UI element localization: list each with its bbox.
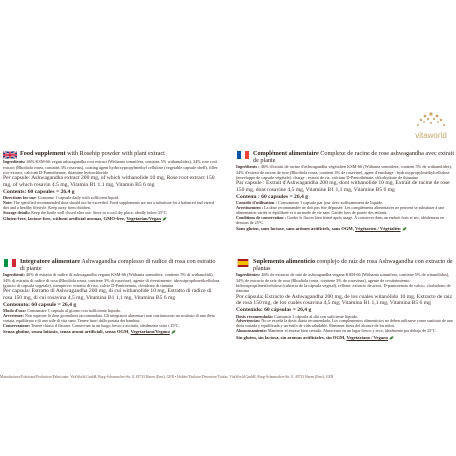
note-text: Advertencias: No se exceda la dosis diaria recomendada. Los complementos alimenticios no deben utilizarse como sustituto de una dieta variada y equilibrada y un estilo de vida saludable. Mantener fuera del alcance de los niños.: [236, 318, 453, 329]
vitaworld-logo: [409, 108, 453, 152]
directions-text: Directions for use: Consume 1 capsule daily with sufficient liquid.: [3, 195, 120, 201]
france-flag-icon: [236, 151, 250, 159]
storage-text: Conservazione: Tenere chiuso il flacone. Conservare in un luogo fresco e asciutto, idealmente sotto i 25°C.: [3, 323, 180, 329]
ingredients-text: Ingrédients : 46% d'extrait de racine d'ashwagandha végétalien KSM-66 (Withania somnifera, contient 5% de withanolides), 34% d'extrait de racine de rose (Rhodiola rosea, contient 3% de rosavine), agent d'enrobage : hydroxypropylméthylcellulose (enveloppe de capsule végétale), charge : extrait de riz, calcium D-Pantothénate, chlorhydrate de thiamine: [236, 164, 452, 180]
panel-title: Integratore alimentare Ashwagandha complesso di radice di rosa con estratto di piante: [20, 258, 216, 272]
contents-text: Contenu : 60 capsules = 26,4 g: [236, 193, 309, 200]
leaf-icon: [402, 227, 407, 231]
panel-title: Food supplement with Rosehip powder with plant extract: [20, 150, 165, 157]
panel-spanish: [236, 258, 456, 358]
ingredients-text: Ingredientes: 46% de extracto de raíz de ashwagandha vegana KSM-66 (Withania somnifera, contiene 5% de witanólidos), 34% de extracto de raíz de rosa (Rhodiola rosea, contiene 3% de rosavinas), agente de recubrimiento: hidroxipropilmetilcelulosa (cubierta de la cápsula vegetal), relleno: extracto de arroz, D-pantotenato de calcio, clorhidrato de tiamina: [236, 272, 451, 293]
panel-english: [3, 150, 221, 250]
note-text: Avvertenze: Non superare la dose giornaliera raccomandata. Gli integratori alimentari non costituiscono un sostituto di una dieta variata, equilibrata e di uno stile di vita sano. Tenere fuori dalla portata dei bambini.: [3, 312, 215, 323]
manufacturer-footer: Manufacturer/Fabricant/Produttore/Fabricante: VitaWorld GmbH, Burg-Schumacher-Str. 8, 49733 Haren (Ems), GER • Holder/Titulaire/Detentore/Titular: VitaWorld GmbH, Burg-Schumacher-Str. 8, 49733 Haren (Ems), GER: [0, 375, 334, 379]
contents-text: Contenuto: 60 capsule = 26,4 g: [3, 301, 77, 308]
panel-footer: Gluten-free, lactose-free, without artificial aromas, GMO-free, Vegetarian/Vegan: [3, 216, 221, 221]
directions-text: Dosis recomendada: Consumir 1 cápsula al día con suficiente líquido.: [236, 313, 359, 319]
per-capsule-text: Por cápsula: Extracto de Ashwagandha 200 mg, de los cuales witanólido 10 mg, Extracto de raíz de rosa 150 mg, de los cuales rosavina 4,5 mg, Vitamina B1 1,1 mg, Vitamina B5 6 mg: [236, 293, 453, 306]
per-capsule-text: Per capsule: Ashwagandha extract 200 mg, of which withanolide 10 mg, Rose root extract 150 mg, of which rosavin 4.5 mg, Vitamin B1 1.1 mg, Vitamin B5 6 mg: [3, 175, 215, 188]
panel-italian: [3, 258, 221, 358]
ingredients-text: Ingredients: 46% KSM-66 vegan ashwagandha root extract (Withania somnifera, contains 5% withanolides), 34% rose root extract (Rhodiola rosea, contains 3% rosavins), coating agent hydroxypropylmethyl cellulose (vegetable capsule shell), filler: rice extract, calcium D-Pantothenate, thiamine hydrochloride: [3, 159, 219, 175]
italy-flag-icon: [3, 259, 17, 267]
leaf-icon: [162, 217, 167, 221]
ingredients-text: Ingredienti: 46% di estratto di radice di ashwagandha vegano KSM-66 (Withania somnifera, contiene 5% di withanolidi), 34% di estratto di radice di rosa (Rhodiola rosea, contiene 3% di rosavine), agente di rivestimento: idrossipropilmetilcellulosa (guscio di capsula vegetale), riempitivo: estratto di riso, calcio D-Pantotenato, cloridrato di tiamina: [3, 272, 220, 288]
storage-text: Conditions de conservation : Garder le flacon bien fermé après usage. À conserver dans un endroit frais et sec, idéalement en dessous de 25°C.: [236, 215, 444, 226]
panel-title: Suplemento alimenticio complejo de raíz de rosa Ashwagandha con extracto de plantas: [253, 258, 453, 272]
directions-text: Modo d'uso: Consumare 1 capsula al giorno con sufficiente liquido.: [3, 308, 122, 314]
contents-text: Contents: 60 capsules = 26.4 g: [3, 188, 75, 195]
panel-footer: Sans gluten, sans lactose, sans arômes artificiels, sans OGM, Végétarien / Végétalien: [236, 226, 456, 231]
per-capsule-text: Per capsula: Estratto di Ashwagandha 200 mg, di cui withanolide 10 mg, Estratto di radice di rosa 150 mg, di cui rosavina 4,5 mg, Vitamina B1 1,1 mg, Vitamina B5 6 mg: [3, 288, 212, 301]
uk-flag-icon: [3, 151, 17, 159]
note-text: Avertissement : La dose recommandée ne doit pas être dépassée. Les compléments alimentaires ne peuvent se substituer à une alimentation variée et équilibrée et à un mode de vie sain. Garder hors de portée des enfants.: [236, 204, 445, 215]
panel-footer: Sin gluten, sin lactosa, sin aromas artificiales, sin OGM, Vegetariano / Vegano: [236, 335, 456, 340]
panel-title: Complément alimentaire Complexe de racine de rose ashwagandha avec extrait de plante: [253, 150, 455, 164]
leaf-icon: [389, 336, 394, 340]
storage-text: Storage details: Keep the bottle well closed after use. Store in a cool dry place, ideally below 25°C.: [3, 210, 168, 216]
note-text: Note: The specified recommended dose should not be exceeded. Food supplements are not a substitute for a balanced and varied diet and a healthy lifestyle. Keep away from children.: [3, 199, 214, 210]
storage-text: Almacenamiento: Mantener el envase bien cerrado. Almacenar en un lugar fresco y seco, idealmente por debajo de 25°C.: [236, 328, 437, 334]
spain-flag-icon: [236, 259, 250, 267]
panel-french: [236, 150, 456, 250]
per-capsule-text: Par capsule : Extrait d'Ashwagandha 200 mg, dont withanolide 10 mg, Extrait de racine de rose 150 mg, dont rosavine 4,5 mg, Vitamine B1 1,1 mg, Vitamine B5 6 mg: [236, 180, 450, 193]
contents-text: Contenido: 60 cápsulas = 26,4 g: [236, 306, 312, 313]
panel-footer: Senza glutine, senza lattosio, senza aromi artificiali, senza OGM, Vegetariano/Vegano: [3, 329, 221, 334]
brand-name: vitaworld: [415, 131, 447, 140]
leaf-icon: [171, 330, 176, 334]
directions-text: Conseils d'utilisation : Consommer 1 capsule par jour avec suffisamment de liquide.: [236, 200, 384, 206]
